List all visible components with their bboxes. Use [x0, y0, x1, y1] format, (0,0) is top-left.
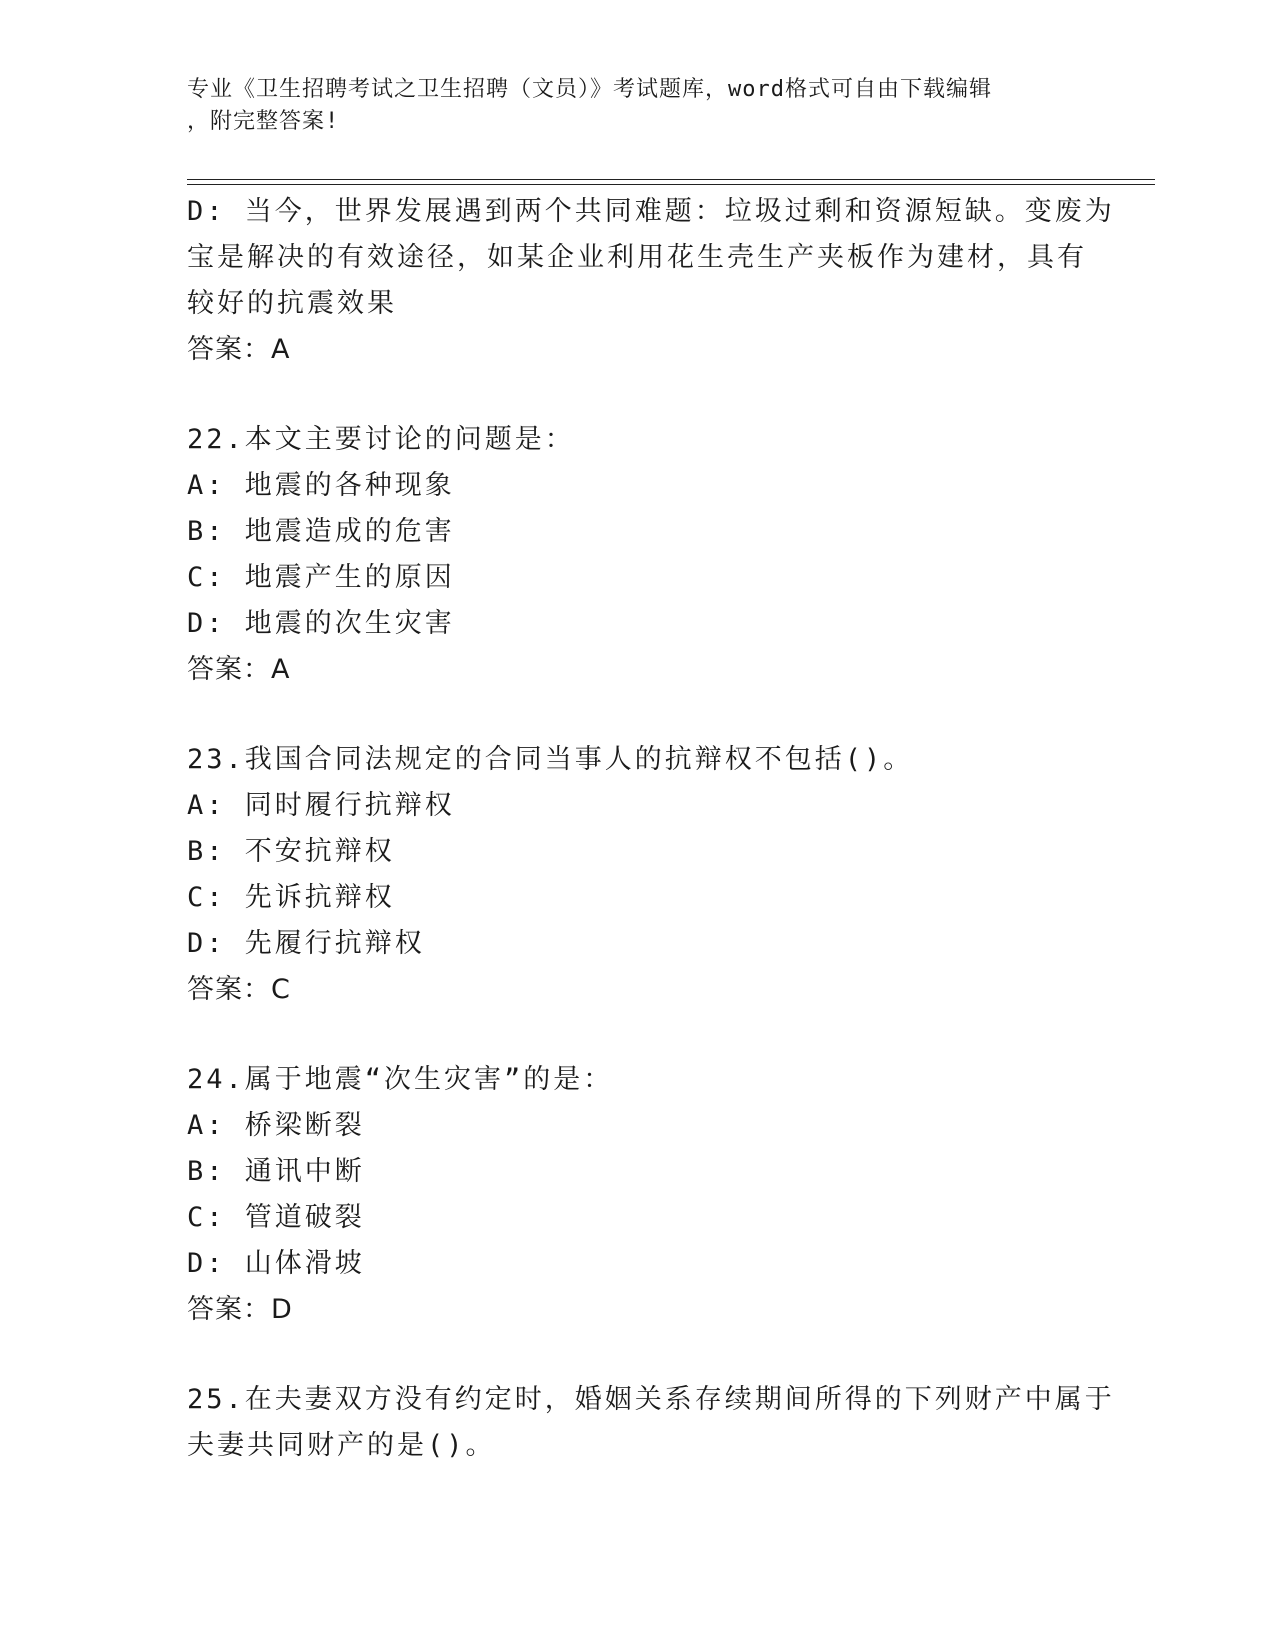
option-c: C: 先诉抗辩权 — [187, 882, 395, 913]
spacer — [187, 1013, 1087, 1057]
question-stem: 22.本文主要讨论的问题是： — [187, 424, 575, 455]
question-25 — [187, 1377, 1115, 1469]
header-divider-top — [187, 179, 1155, 180]
document-header — [187, 74, 1087, 138]
option-d-line: 较好的抗震效果 — [187, 288, 397, 319]
option-b: B: 地震造成的危害 — [187, 516, 455, 547]
question-24 — [187, 1057, 1087, 1333]
option-b: B: 不安抗辩权 — [187, 836, 395, 867]
spacer — [187, 693, 1087, 737]
answer-text: 答案：A — [187, 334, 291, 365]
question-23 — [187, 737, 1087, 1013]
answer-text: 答案：C — [187, 974, 291, 1005]
option-a: A: 同时履行抗辩权 — [187, 790, 455, 821]
answer-text: 答案：D — [187, 1294, 293, 1325]
question-22 — [187, 417, 1087, 693]
option-d-line: 宝是解决的有效途径，如某企业利用花生壳生产夹板作为建材，具有 — [187, 242, 1087, 273]
option-b: B: 通讯中断 — [187, 1156, 365, 1187]
question-stem-line: 夫妻共同财产的是()。 — [187, 1430, 496, 1461]
answer-text: 答案：A — [187, 654, 291, 685]
option-a: A: 桥梁断裂 — [187, 1110, 365, 1141]
option-d-line: D: 当今，世界发展遇到两个共同难题：垃圾过剩和资源短缺。变废为 — [187, 196, 1115, 227]
question-stem: 24.属于地震“次生灾害”的是： — [187, 1064, 614, 1095]
header-line-1: 专业《卫生招聘考试之卫生招聘（文员）》考试题库，word格式可自由下载编辑 — [187, 77, 992, 102]
question-stem: 23.我国合同法规定的合同当事人的抗辩权不包括()。 — [187, 744, 914, 775]
option-a: A: 地震的各种现象 — [187, 470, 455, 501]
option-d: D: 先履行抗辩权 — [187, 928, 425, 959]
option-d: D: 山体滑坡 — [187, 1248, 365, 1279]
option-c: C: 地震产生的原因 — [187, 562, 455, 593]
question-stem-line: 25.在夫妻双方没有约定时，婚姻关系存续期间所得的下列财产中属于 — [187, 1384, 1115, 1415]
option-c: C: 管道破裂 — [187, 1202, 365, 1233]
spacer — [187, 1333, 1087, 1377]
question-list — [187, 189, 1115, 1469]
option-d: D: 地震的次生灾害 — [187, 608, 455, 639]
header-divider-bottom — [187, 184, 1155, 185]
spacer — [187, 373, 1087, 417]
previous-question-tail — [187, 189, 1115, 373]
header-line-2: ，附完整答案! — [187, 109, 340, 134]
